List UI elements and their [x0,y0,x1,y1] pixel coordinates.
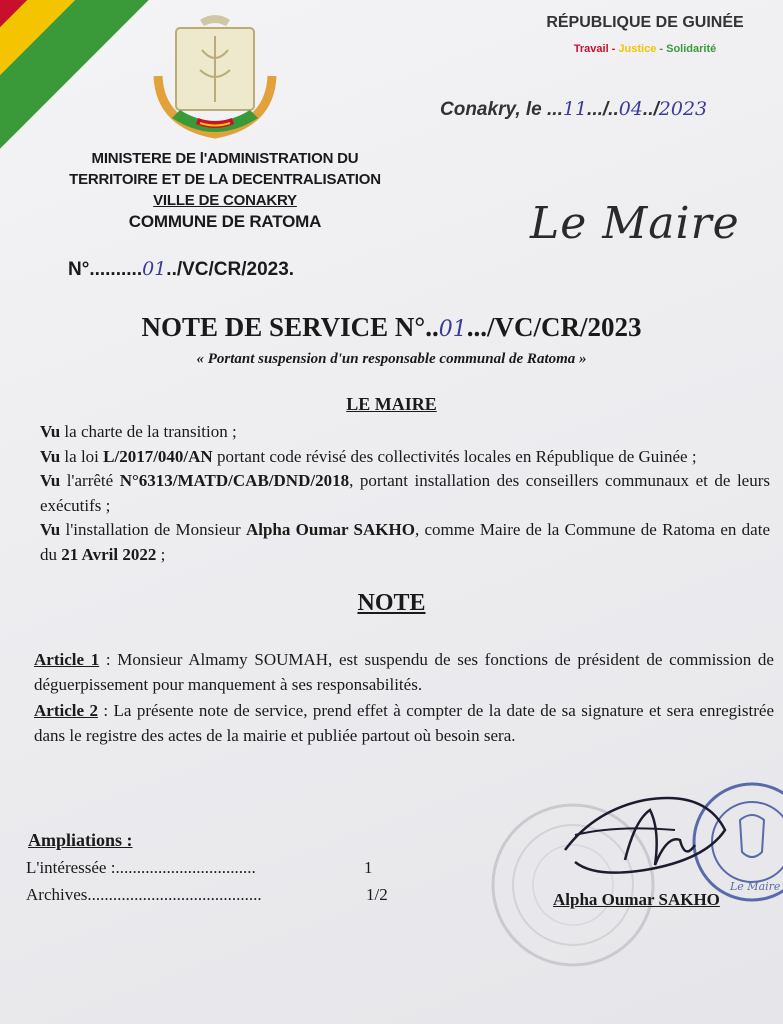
article-1 [34,648,774,697]
ampliation-row-1: L'intéressée :................................. 1 [26,858,373,877]
motto-solidarite: - Solidarité [656,43,717,55]
article-1-label: Article 1 [34,650,100,669]
title-suffix: .../VC/CR/2023 [466,312,642,342]
commune-name: COMMUNE DE RATOMA [128,212,322,231]
ministry-line-1: MINISTERE DE l'ADMINISTRATION DU [91,150,359,167]
considerations-block [40,420,770,567]
ref-suffix: ../VC/CR/2023. [166,259,295,280]
vu-clause-1: Vu la charte de la transition ; [40,422,237,441]
vu-clause-2: Vu la loi L/2017/040/AN portant code révisé des collectivités locales en République de Guinée ; [40,446,697,466]
ministry-line-2: TERRITOIRE ET DE LA DECENTRALISATION [69,171,381,188]
motto-justice: Justice [618,43,657,55]
date-day: 11 [562,98,588,120]
article-1-text: : Monsieur Almamy SOUMAH, est suspendu de ses fonctions de président de commission de déguerpissement pour manquement à ses responsabilités. [34,650,774,694]
motto-travail: Travail - [573,43,619,55]
national-motto [520,43,770,55]
le-maire-header: Le Maire [530,198,740,249]
document-title [0,312,783,343]
ampliations-title: Ampliations : [28,830,133,850]
document-subtitle: « Portant suspension d'un responsable communal de Ratoma » [196,351,587,367]
article-2 [34,699,774,748]
signer-name: Alpha Oumar SAKHO [553,890,720,909]
stamp-center-text: Le Maire [730,880,781,893]
republic-name: RÉPUBLIQUE DE GUINÉE [546,14,744,31]
date-prefix: Conakry, le [440,99,548,120]
title-prefix: NOTE DE SERVICE N°.. [141,312,439,342]
articles-block [34,648,774,750]
ministry-block [50,148,400,232]
ref-prefix: N°.......... [68,259,143,280]
ref-handwritten-number: 01 [142,258,167,280]
signature-icon [555,790,735,890]
article-2-text: : La présente note de service, prend effet à compter de la date de sa signature et sera enregistrée dans le registre des actes de la mairie et publiée partout où besoin sera. [34,701,774,745]
date-line: Conakry, le ...11.../..04../2023 [440,98,708,120]
reference-number [68,258,294,281]
vu-clause-4: Vu l'installation de Monsieur Alpha Oumar SAKHO, comme Maire de la Commune de Ratoma en date du 21 Avril 2022 ; [40,520,770,564]
coat-of-arms-icon [150,6,280,148]
title-handwritten-number: 01 [438,317,467,342]
city-name: VILLE DE CONAKRY [153,192,297,209]
date-year: 2023 [658,98,708,120]
le-maire-heading: LE MAIRE [346,394,437,414]
note-heading: NOTE [357,590,426,616]
article-2-label: Article 2 [34,701,98,720]
ampliation-row-2: Archives......................................... 1/2 [26,885,388,904]
date-month: 04 [618,98,643,120]
vu-clause-3: Vu l'arrêté N°6313/MATD/CAB/DND/2018, portant installation des conseillers communaux et de leurs exécutifs ; [40,471,770,515]
